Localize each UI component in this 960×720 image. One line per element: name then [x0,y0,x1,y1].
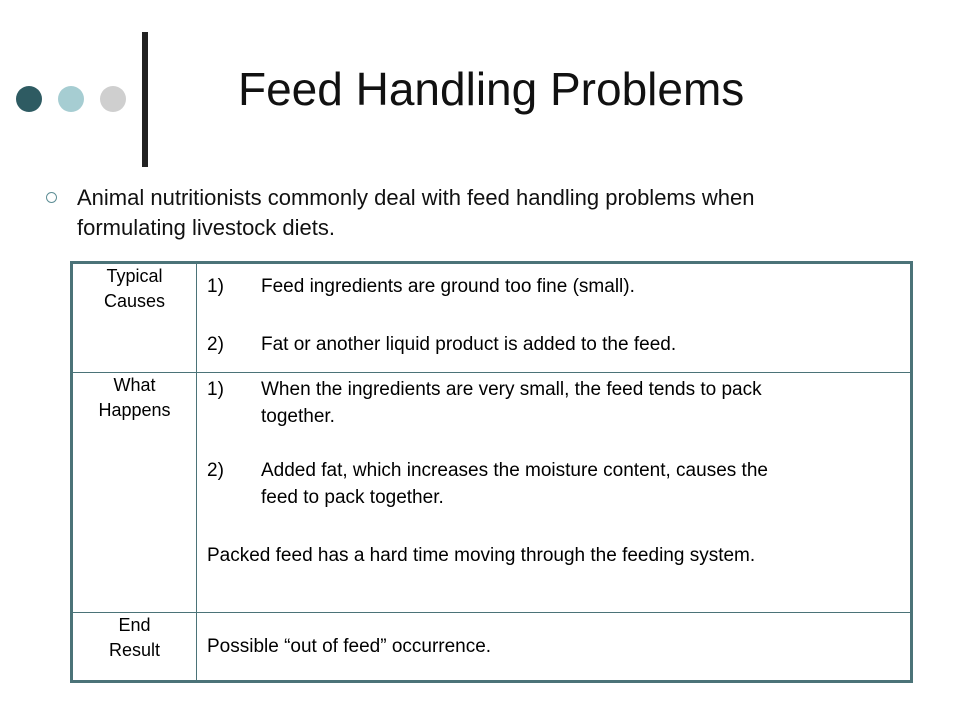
label-line: End [118,615,151,635]
cell-what-happens [197,373,912,613]
feed-problems-table [70,261,913,683]
item-text: When the ingredients are very small, the feed tends to pack [261,379,762,400]
light-teal-dot-icon [58,86,84,112]
gray-dot-icon [100,86,126,112]
list-item [207,273,898,300]
list-item [207,331,898,358]
label-line: What [113,375,156,395]
item-text: Feed ingredients are ground too fine (small). [261,276,635,297]
label-typical-causes [72,263,197,373]
end-result-text: Possible “out of feed” occurrence. [207,636,492,657]
list-item [207,457,898,484]
item-number: 1) [207,379,224,400]
item-text: Fat or another liquid product is added to the feed. [261,334,677,355]
bullet-text: Animal nutritionists commonly deal with feed handling problems when formulating livestock diets. [77,185,755,240]
item-number: 1) [207,276,224,297]
bullet-point [46,183,866,243]
label-line: Causes [103,291,166,311]
item-continuation: feed to pack together. [261,487,444,508]
table-row-what-happens [72,373,912,613]
item-number: 2) [207,460,224,481]
slide-title: Feed Handling Problems [238,63,745,115]
label-line: Result [108,640,161,660]
title-divider [142,32,148,167]
item-continuation: together. [261,406,335,427]
table-row-end-result [72,613,912,682]
cell-typical-causes [197,263,912,373]
list-item [207,376,898,403]
cell-end-result [197,613,912,682]
item-text: Added fat, which increases the moisture content, causes the [261,460,768,481]
table-row-typical-causes [72,263,912,373]
item-number: 2) [207,334,224,355]
dark-teal-dot-icon [16,86,42,112]
packed-feed-note: Packed feed has a hard time moving through the feeding system. [207,545,756,566]
label-line: Typical [106,266,163,286]
label-end-result [72,613,197,682]
label-what-happens [72,373,197,613]
label-line: Happens [98,400,171,420]
bullet-circle-icon [46,192,57,203]
